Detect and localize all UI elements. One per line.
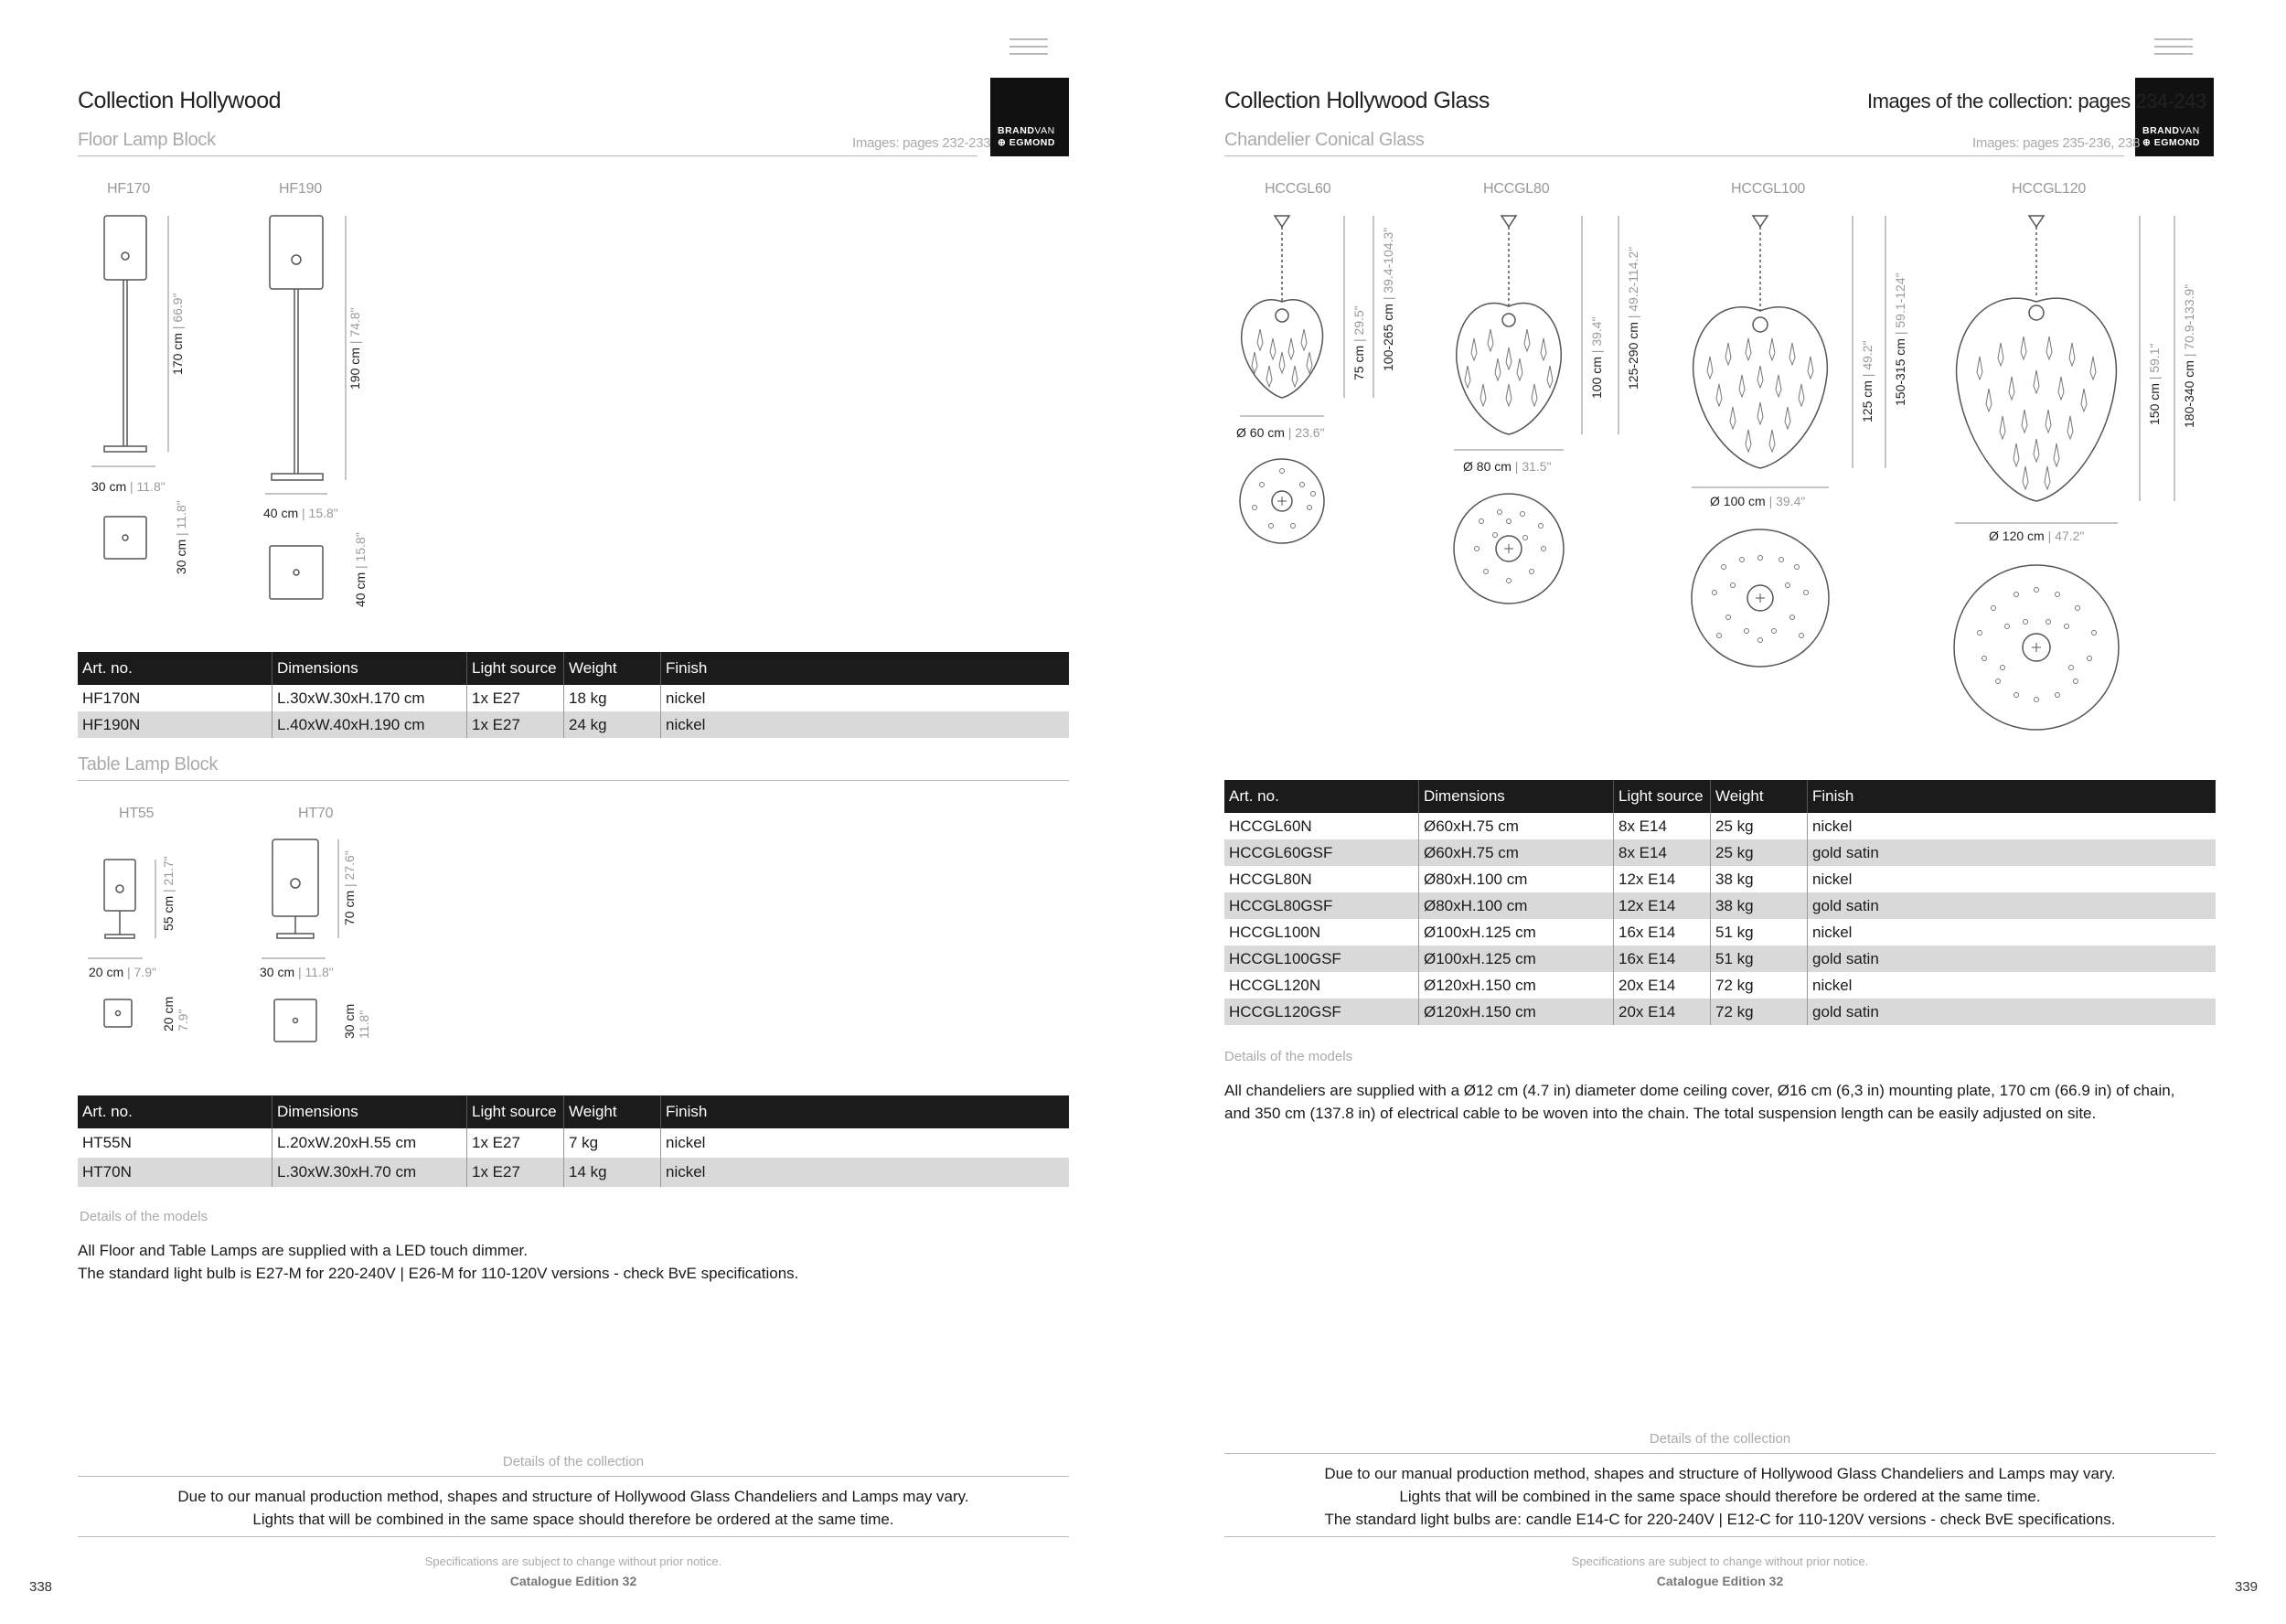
table-row: HF190N L.40xW.40xH.190 cm 1x E27 24 kg nickel <box>78 711 1069 738</box>
page-title: Collection Hollywood <box>78 88 282 113</box>
model-label: HCCGL80 <box>1483 181 1550 197</box>
images-reference: Images: pages 235-236, 238 <box>1972 135 2141 151</box>
menu-icon[interactable] <box>2154 38 2193 60</box>
floor-lamp-table <box>78 652 1069 738</box>
column-header: Finish <box>1808 780 2217 813</box>
details-text: All chandeliers are supplied with a Ø12 cm (4.7 in) diameter dome ceiling cover, Ø16 cm (6,3 in) mounting plate, 170 cm (66.9 in) of chain, and 350 cm (137.8 in) of electrical cable to be woven into the chain. The total suspension length can be easily adjusted on site. <box>1224 1082 2175 1122</box>
catalogue-edition: Catalogue Edition 32 <box>509 1574 637 1588</box>
table-row: HCCGL100N Ø100xH.125 cm 16x E14 51 kg nickel <box>1224 919 2216 946</box>
column-header: Art. no. <box>1224 780 1419 813</box>
column-header: Dimensions <box>272 652 467 685</box>
dimension-depth: 30 cm | 11.8" <box>174 500 188 574</box>
menu-icon[interactable] <box>1009 38 1048 60</box>
column-header: Light source <box>467 652 564 685</box>
model-label: HF190 <box>279 181 323 197</box>
divider <box>1224 1453 2216 1454</box>
column-header: Weight <box>1711 780 1808 813</box>
divider <box>1224 1536 2216 1537</box>
table-lamp-table <box>78 1095 1069 1187</box>
divider <box>78 1476 1069 1477</box>
page-number: 338 <box>29 1579 53 1595</box>
table-row: HCCGL60N Ø60xH.75 cm 8x E14 25 kg nickel <box>1224 813 2216 839</box>
table-row: HCCGL120N Ø120xH.150 cm 20x E14 72 kg nickel <box>1224 972 2216 999</box>
dimension-depth: 20 cm 7.9" <box>161 996 190 1031</box>
model-label: HCCGL120 <box>2012 181 2087 197</box>
collection-text: Due to our manual production method, shapes and structure of Hollywood Glass Chandeliers and Lamps may vary. Lights that will be combined in the same space should therefore be ordered at the same time. The standard light bulbs are: candle E14-C for 220-240V | E12-C for 110-120V versions - check BvE specifications. <box>1324 1465 2116 1528</box>
dimension-depth: 30 cm 11.8" <box>342 1003 371 1039</box>
spec-notice: Specifications are subject to change without prior notice. <box>424 1555 722 1568</box>
column-header: Finish <box>661 1095 1070 1128</box>
table-row: HF170N L.30xW.30xH.170 cm 1x E27 18 kg nickel <box>78 685 1069 711</box>
column-header: Finish <box>661 652 1070 685</box>
brand-logo: BRANDVAN ⊕ EGMOND <box>990 78 1069 156</box>
dimension-width: 30 cm | 11.8" <box>91 479 166 494</box>
dimension-width: 20 cm | 7.9" <box>89 965 156 979</box>
dimension-diameter: Ø 80 cm | 31.5" <box>1463 459 1552 474</box>
model-label: HT55 <box>119 806 155 821</box>
dimension-height: 125 cm | 49.2" <box>1860 340 1875 422</box>
dimension-total: 100-265 cm | 39.4-104.3" <box>1381 227 1395 371</box>
dimension-height: 150 cm | 59.1" <box>2147 343 2162 425</box>
dimension-height: 75 cm | 29.5" <box>1351 305 1366 380</box>
column-header: Art. no. <box>78 652 272 685</box>
dimension-height: 100 cm | 39.4" <box>1589 316 1604 399</box>
table-row: HCCGL100GSF Ø100xH.125 cm 16x E14 51 kg gold satin <box>1224 946 2216 972</box>
model-label: HCCGL100 <box>1731 181 1806 197</box>
column-header: Dimensions <box>272 1095 467 1128</box>
page-number: 339 <box>2235 1579 2259 1595</box>
dimension-diameter: Ø 120 cm | 47.2" <box>1989 529 2085 543</box>
details-label: Details of the models <box>80 1209 208 1224</box>
table-row: HCCGL120GSF Ø120xH.150 cm 20x E14 72 kg gold satin <box>1224 999 2216 1025</box>
model-label: HT70 <box>298 806 334 821</box>
page-title: Collection Hollywood Glass <box>1224 88 1490 113</box>
chandelier-drawings <box>0 0 1 1</box>
chandelier-table <box>1224 780 2216 1025</box>
column-header: Weight <box>564 1095 661 1128</box>
table-row: HT55N L.20xW.20xH.55 cm 1x E27 7 kg nickel <box>78 1128 1069 1158</box>
spec-notice: Specifications are subject to change without prior notice. <box>1571 1555 1869 1568</box>
dimension-diameter: Ø 100 cm | 39.4" <box>1710 494 1806 508</box>
divider <box>78 155 977 156</box>
section-subtitle: Table Lamp Block <box>78 754 219 775</box>
dimension-width: 30 cm | 11.8" <box>260 965 334 979</box>
divider <box>78 780 1069 781</box>
dimension-width: 40 cm | 15.8" <box>263 506 338 520</box>
catalogue-edition: Catalogue Edition 32 <box>1656 1574 1784 1588</box>
collection-label: Details of the collection <box>502 1454 645 1469</box>
brand-logo: BRANDVAN ⊕ EGMOND <box>2135 78 2214 156</box>
column-header: Weight <box>564 652 661 685</box>
model-label: HF170 <box>107 181 151 197</box>
details-label: Details of the models <box>1224 1049 1353 1064</box>
images-reference: Images: pages 232-233 <box>852 135 991 151</box>
details-text: All Floor and Table Lamps are supplied with a LED touch dimmer. The standard light bulb is E27-M for 220-240V | E26-M for 110-120V versions - check BvE specifications. <box>78 1242 799 1282</box>
divider <box>78 1536 1069 1537</box>
dimension-total: 150-315 cm | 59.1-124" <box>1893 272 1907 406</box>
table-row: HT70N L.30xW.30xH.70 cm 1x E27 14 kg nickel <box>78 1158 1069 1187</box>
collection-text: Due to our manual production method, shapes and structure of Hollywood Glass Chandeliers and Lamps may vary. Lights that will be combined in the same space should therefore be ordered at the same time. <box>177 1488 969 1528</box>
dimension-total: 180-340 cm | 70.9-133.9" <box>2182 283 2196 428</box>
column-header: Dimensions <box>1419 780 1614 813</box>
dimension-height: 55 cm | 21.7" <box>161 856 176 931</box>
dimension-height: 190 cm | 74.8" <box>347 307 362 390</box>
table-row: HCCGL80GSF Ø80xH.100 cm 12x E14 38 kg gold satin <box>1224 892 2216 919</box>
table-row: HCCGL80N Ø80xH.100 cm 12x E14 38 kg nickel <box>1224 866 2216 892</box>
column-header: Light source <box>1614 780 1711 813</box>
table-row: HCCGL60GSF Ø60xH.75 cm 8x E14 25 kg gold satin <box>1224 839 2216 866</box>
model-label: HCCGL60 <box>1265 181 1331 197</box>
section-subtitle: Chandelier Conical Glass <box>1224 130 1425 150</box>
dimension-height: 170 cm | 66.9" <box>170 293 185 375</box>
dimension-depth: 40 cm | 15.8" <box>353 532 368 607</box>
collection-label: Details of the collection <box>1649 1431 1791 1447</box>
section-subtitle: Floor Lamp Block <box>78 130 216 150</box>
column-header: Art. no. <box>78 1095 272 1128</box>
column-header: Light source <box>467 1095 564 1128</box>
divider <box>1224 155 2124 156</box>
dimension-diameter: Ø 60 cm | 23.6" <box>1236 425 1325 440</box>
collection-images-reference: Images of the collection: pages 234-243 <box>1867 90 2206 112</box>
dimension-height: 70 cm | 27.6" <box>342 850 357 925</box>
dimension-total: 125-290 cm | 49.2-114.2" <box>1626 246 1640 390</box>
